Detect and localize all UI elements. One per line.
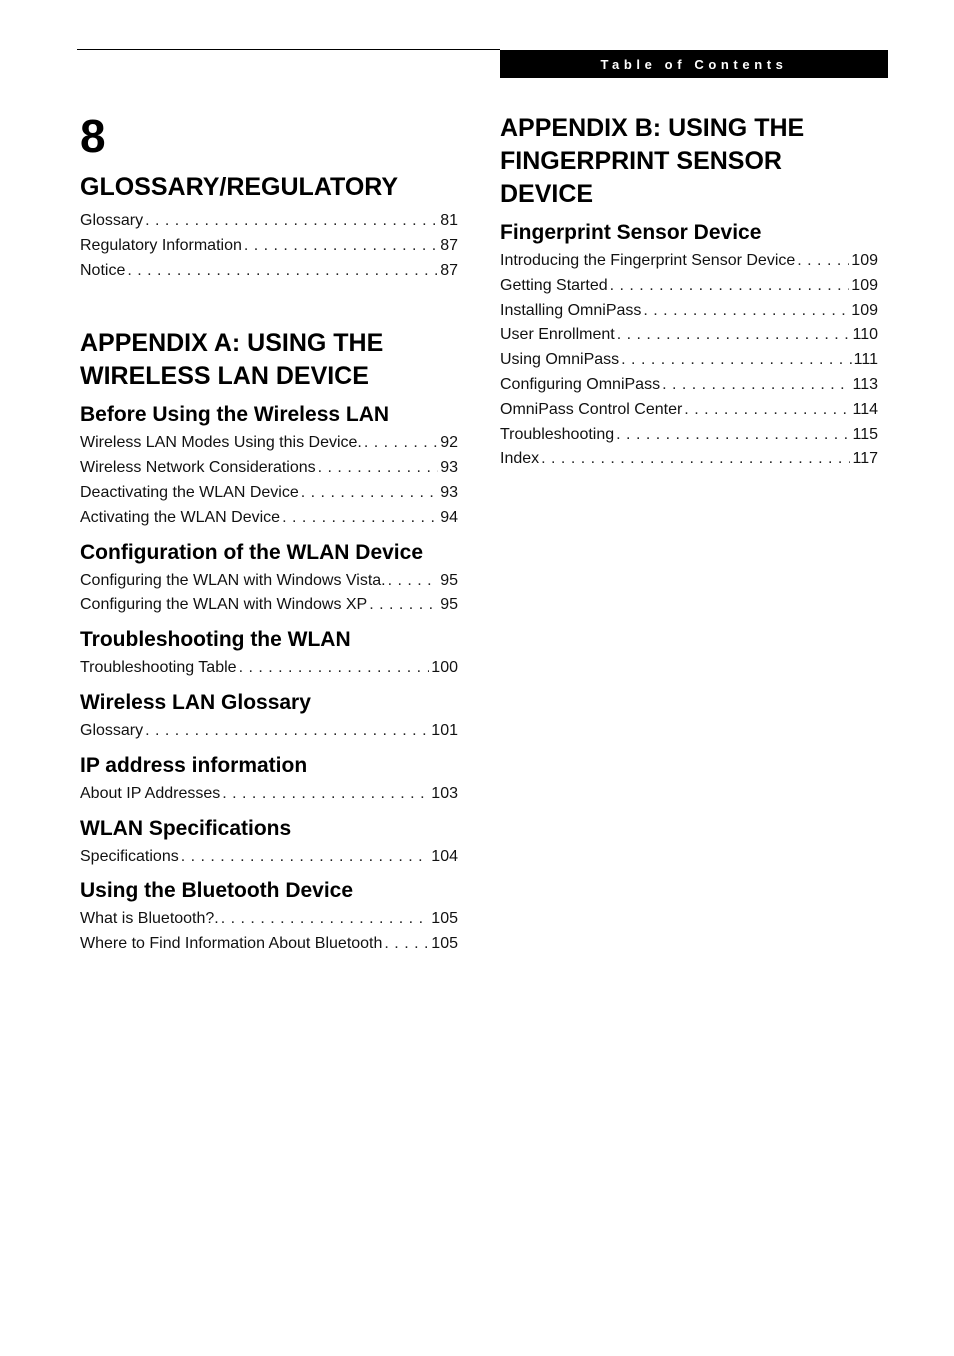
toc-entry[interactable] [500,423,878,448]
dot-leader [127,259,438,284]
toc-entry-page-number: 81 [440,212,458,229]
section-title: Troubleshooting the WLAN [80,628,351,652]
chapter-number: 8 [80,110,106,162]
toc-entry[interactable] [80,209,458,234]
section-title: WLAN Specifications [80,816,292,840]
running-header [500,50,888,78]
toc-entry-label: Glossary [80,721,144,739]
toc-entry-label: Introducing the Fingerprint Sensor Device [500,252,796,269]
toc-entry[interactable] [80,845,458,870]
section-title: IP address information [80,753,308,777]
toc-entry[interactable] [80,932,458,957]
toc-entry-label: Using OmniPass [500,351,620,369]
section-title: Before Using the Wireless LAN [80,403,390,427]
section-entry-list [80,431,458,530]
toc-entry-page-number: 93 [440,483,458,501]
section-entry-list [500,249,878,472]
toc-entry-label: Installing OmniPass [500,301,642,319]
toc-entry-label: Notice [80,261,126,279]
toc-entry[interactable] [80,259,458,284]
toc-entry-label: Getting Started [500,276,608,294]
dot-leader [616,423,850,448]
dot-leader [221,907,430,932]
toc-entry-page-number: 95 [440,571,458,589]
dot-leader [369,593,438,618]
toc-entry-page-number: 103 [431,784,458,802]
dot-leader [643,299,849,324]
dot-leader [145,209,438,234]
dot-leader [662,373,850,398]
section-title: Wireless LAN Glossary [80,690,311,714]
toc-entry-page-number: 117 [852,450,878,468]
header-rule [77,49,500,50]
toc-entry-label: Index [500,450,540,468]
appendix-b-sections [500,220,878,472]
section-title: Fingerprint Sensor Device [500,221,762,244]
appendix-a-title: APPENDIX A: USING THE WIRELESS LAN DEVICE [80,329,384,391]
dot-leader [222,782,429,807]
toc-entry-page-number: 114 [852,400,878,418]
toc-entry[interactable] [80,907,458,932]
toc-entry-label: Regulatory Information [80,236,242,254]
toc-entry-label: User Enrollment [500,326,615,344]
toc-entry[interactable] [500,299,878,324]
toc-entry-page-number: 111 [853,351,878,369]
toc-entry[interactable] [80,506,458,531]
toc-entry[interactable] [80,656,458,681]
toc-entry[interactable] [500,447,878,472]
toc-entry-label: Configuring the WLAN with Windows XP [80,596,368,614]
toc-entry-page-number: 105 [431,910,458,928]
toc-entry-page-number: 113 [852,375,878,393]
toc-entry[interactable] [80,234,458,259]
toc-entry-page-number: 101 [431,721,458,739]
dot-leader [541,447,850,472]
dot-leader [610,274,850,299]
toc-entry-label: What is Bluetooth?. [80,910,219,928]
toc-entry[interactable] [80,569,458,594]
toc-entry[interactable] [80,456,458,481]
dot-leader [318,456,439,481]
section-entry-list [80,656,458,681]
section-entry-list [80,907,458,957]
toc-entry-page-number: 109 [851,252,878,269]
dot-leader [145,719,429,744]
dot-leader [797,249,849,274]
toc-entry-label: About IP Addresses [80,784,221,802]
section-title: Configuration of the WLAN Device [80,540,423,564]
toc-entry-label: Troubleshooting Table [80,659,237,677]
toc-entry-page-number: 92 [440,434,458,452]
section-title: Using the Bluetooth Device [80,879,354,903]
toc-entry-page-number: 93 [440,459,458,477]
toc-entry-page-number: 110 [852,326,878,344]
toc-entry[interactable] [500,249,878,274]
dot-leader [181,845,430,870]
toc-entry[interactable] [80,481,458,506]
toc-entry-label: Troubleshooting [500,425,615,443]
toc-entry-page-number: 87 [440,236,458,254]
dot-leader [617,323,851,348]
toc-entry-page-number: 87 [440,261,458,279]
section-entry-list [80,782,458,807]
section-entry-list [80,845,458,870]
chapter-title: GLOSSARY/REGULATORY [80,173,399,201]
toc-entry[interactable] [80,719,458,744]
toc-entry-label: Wireless LAN Modes Using this Device. [80,434,362,452]
toc-entry-page-number: 95 [440,596,458,614]
section-entry-list [80,719,458,744]
toc-entry-page-number: 94 [440,508,458,526]
dot-leader [621,348,852,373]
toc-entry[interactable] [500,348,878,373]
toc-entry-page-number: 115 [852,425,878,443]
appendix-a-sections [80,402,458,957]
toc-entry-page-number: 105 [431,935,458,953]
toc-entry-page-number: 109 [851,276,878,294]
toc-entry-label: Configuring the WLAN with Windows Vista. [80,571,386,589]
toc-entry-label: OmniPass Control Center [500,400,683,418]
toc-entry-label: Where to Find Information About Bluetooth [80,935,383,953]
toc-entry-label: Wireless Network Considerations [80,459,316,477]
toc-entry-page-number: 100 [431,659,458,677]
toc-entry-label: Configuring OmniPass [500,375,661,393]
dot-leader [301,481,438,506]
toc-entry[interactable] [500,398,878,423]
running-header-title: Table of Contents [600,56,788,72]
section-entry-list [80,569,458,619]
dot-leader [364,431,438,456]
toc-entry[interactable] [80,782,458,807]
chapter-entry-list [80,209,458,283]
toc-entry[interactable] [80,431,458,456]
section-spacer [80,283,458,327]
toc-entry[interactable] [80,593,458,618]
toc-entry[interactable] [500,323,878,348]
appendix-b-title: APPENDIX B: USING THE FINGERPRINT SENSOR DEVICE [500,114,805,208]
toc-entry-label: Activating the WLAN Device [80,508,281,526]
dot-leader [282,506,438,531]
toc-entry[interactable] [500,373,878,398]
toc-entry-page-number: 104 [431,847,458,865]
toc-entry-label: Specifications [80,847,179,865]
dot-leader [239,656,430,681]
toc-entry-page-number: 109 [851,301,878,319]
dot-leader [684,398,850,423]
toc-entry-label: Deactivating the WLAN Device [80,483,299,501]
toc-entry[interactable] [500,274,878,299]
right-column [500,112,878,472]
dot-leader [384,932,429,957]
dot-leader [244,234,438,259]
toc-entry-label: Glossary [80,212,144,229]
left-column [80,108,458,957]
dot-leader [388,569,439,594]
